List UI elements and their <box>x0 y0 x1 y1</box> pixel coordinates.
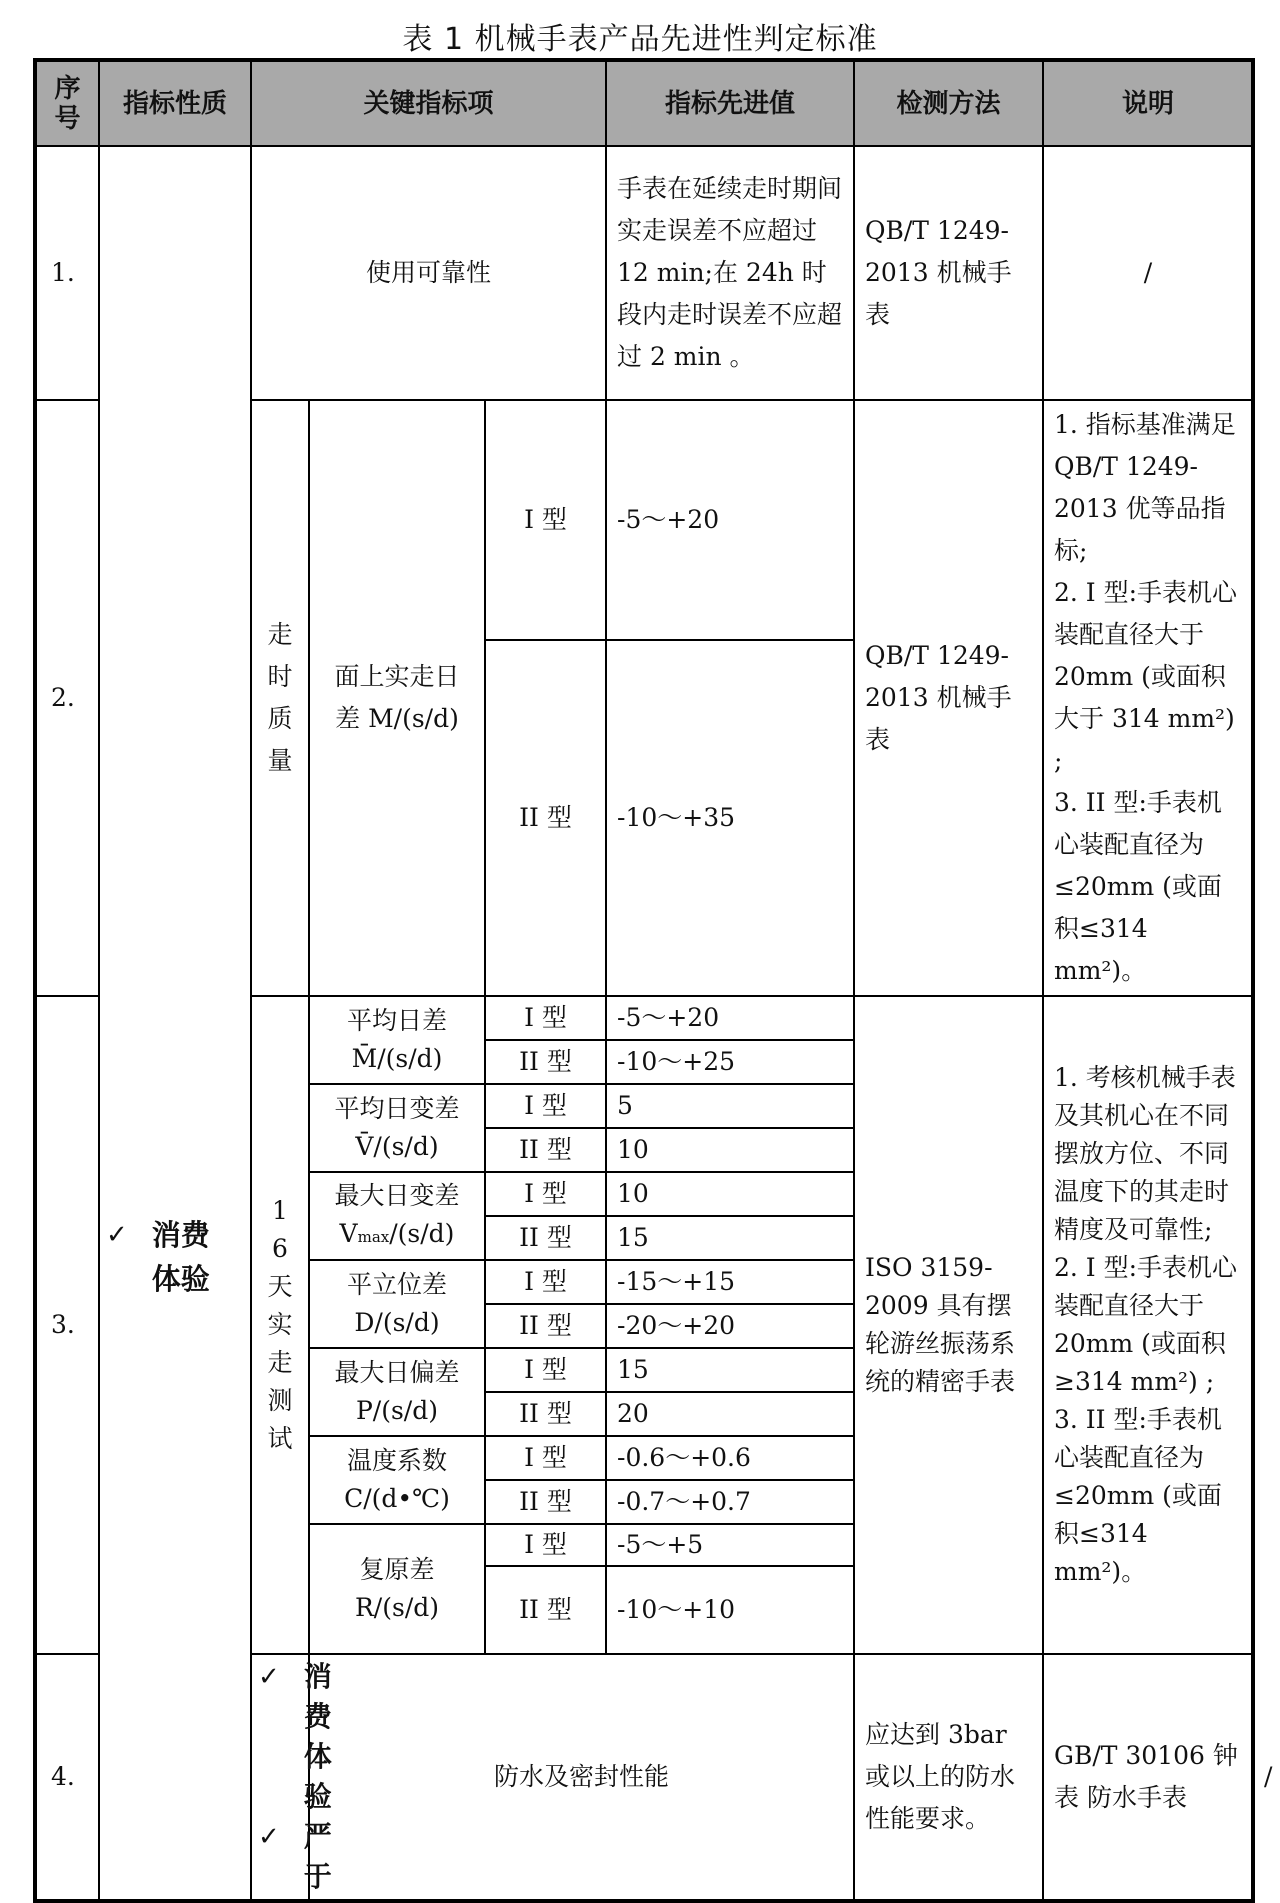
item-symbol <box>320 1215 474 1256</box>
row3-item-name <box>309 1260 485 1348</box>
row3-type: II 型 <box>485 1480 606 1524</box>
item-symbol: D/(s/d) <box>354 1308 440 1337</box>
row4-key: 防水及密封性能 <box>309 1654 854 1901</box>
row1-note: / <box>1043 146 1253 400</box>
category-line1: 消费 <box>151 1218 210 1252</box>
item-name: 温度系数 <box>346 1446 447 1475</box>
item-name: 平均日差 <box>346 1006 447 1035</box>
row3-type: I 型 <box>485 1084 606 1128</box>
row2-note-1: 1. 指标基准满足 QB/T 1249-2013 优等品指标; <box>1054 410 1236 565</box>
item-name: 最大日偏差 <box>334 1358 460 1387</box>
check-icon: ✓ <box>258 1662 280 1692</box>
row3-method: ISO 3159-2009 具有摆轮游丝振荡系统的精密手表 <box>854 996 1043 1654</box>
row3-item-name <box>309 1084 485 1172</box>
row3-value: -10～+10 <box>606 1566 854 1654</box>
row4-cat-line <box>258 1657 332 1737</box>
row3-group-text: 16天实走测试 <box>267 1196 293 1453</box>
header-value: 指标先进值 <box>606 60 854 146</box>
row3-note <box>1043 996 1253 1654</box>
symbol-sub: max <box>357 1227 390 1246</box>
row3-type: II 型 <box>485 1392 606 1436</box>
header-key: 关键指标项 <box>251 60 606 146</box>
cat-text: 严于 <box>303 1820 332 1893</box>
row3-type: I 型 <box>485 1260 606 1304</box>
row3-item-name <box>309 996 485 1084</box>
row3-type: II 型 <box>485 1304 606 1348</box>
row3-item-name <box>309 1172 485 1260</box>
row2-item: 面上实走日差 M/(s/d) <box>309 400 485 996</box>
row4-category <box>251 1654 332 1901</box>
category-cell <box>99 146 251 1901</box>
header-method: 检测方法 <box>854 60 1043 146</box>
row3-value: 15 <box>606 1216 854 1260</box>
check-icon: ✓ <box>106 1220 128 1250</box>
row3-type: I 型 <box>485 1436 606 1480</box>
header-note: 说明 <box>1043 60 1253 146</box>
row3-type: I 型 <box>485 1172 606 1216</box>
row2-value1: -5～+20 <box>606 400 854 640</box>
item-name: 平均日变差 <box>334 1094 460 1123</box>
row3-value: -15～+15 <box>606 1260 854 1304</box>
category-label <box>152 1213 210 1301</box>
symbol-main: V <box>339 1218 358 1248</box>
row3-value: -0.6～+0.6 <box>606 1436 854 1480</box>
row2-note-3: 3. II 型:手表机心装配直径为≤20mm (或面积≤314 mm²)。 <box>1054 788 1222 985</box>
row3-value: -5～+5 <box>606 1524 854 1566</box>
row3-item-name <box>309 1436 485 1524</box>
row2-type1: I 型 <box>485 400 606 640</box>
row3-value: 15 <box>606 1348 854 1392</box>
row3-type: II 型 <box>485 1128 606 1172</box>
row4-value: 应达到 3bar 或以上的防水性能要求。 <box>854 1654 1043 1901</box>
row3-value: 5 <box>606 1084 854 1128</box>
row1-method: QB/T 1249-2013 机械手表 <box>854 146 1043 400</box>
item-symbol: V̄/(s/d) <box>355 1132 439 1161</box>
category-consumer <box>106 1213 244 1301</box>
row3-type: II 型 <box>485 1566 606 1654</box>
header-row <box>35 60 1253 146</box>
row3-note-3: 3. II 型:手表机心装配直径为≤20mm (或面积≤314 mm²)。 <box>1054 1405 1222 1586</box>
cat-text: 体验 <box>303 1740 332 1813</box>
row2-seq: 2. <box>35 400 99 996</box>
table-row <box>35 146 1253 400</box>
table-caption: 表 1 机械手表产品先进性判定标准 <box>402 22 878 57</box>
row3-type: I 型 <box>485 1348 606 1392</box>
standards-table <box>33 58 1273 1903</box>
item-symbol: M̄/(s/d) <box>351 1044 443 1073</box>
row2-method: QB/T 1249-2013 机械手表 <box>854 400 1043 996</box>
row2-group <box>251 400 309 996</box>
symbol-unit: /(s/d) <box>389 1218 455 1248</box>
row3-type: I 型 <box>485 1524 606 1566</box>
item-symbol: R/(s/d) <box>354 1593 439 1622</box>
row1-value: 手表在延续走时期间实走误差不应超过 12 min;在 24h 时段内走时误差不应超过 2 min 。 <box>606 146 854 400</box>
table-row: 4. ✓ 消费 体验 ✓ 严于 防水及密封性能 应达到 3bar 或以上的防水性能要求。 GB/T 30106 钟表 防水手表 / <box>35 1654 1253 1901</box>
row2-note <box>1043 400 1253 996</box>
row3-value: -0.7～+0.7 <box>606 1480 854 1524</box>
row3-note-2: 2. I 型:手表机心装配直径大于 20mm (或面积≥314 mm²) ; <box>1054 1253 1238 1396</box>
row2-group-text: 走时质量 <box>267 620 293 775</box>
row2-value2: -10～+35 <box>606 640 854 996</box>
row3-value: -20～+20 <box>606 1304 854 1348</box>
row4-seq: 4. <box>35 1654 99 1901</box>
row3-value: -10～+25 <box>606 1040 854 1084</box>
header-seq: 序号 <box>35 60 99 146</box>
row2-note-2: 2. I 型:手表机心装配直径大于 20mm (或面积大于 314 mm²) ; <box>1054 578 1238 775</box>
item-symbol: P/(s/d) <box>355 1396 438 1425</box>
row3-group <box>251 996 309 1654</box>
row3-item-name <box>309 1524 485 1654</box>
row1-key: 使用可靠性 <box>251 146 606 400</box>
row3-value: 10 <box>606 1128 854 1172</box>
row1-seq: 1. <box>35 146 99 400</box>
item-name: 最大日变差 <box>334 1180 460 1210</box>
row3-note-1: 1. 考核机械手表及其机心在不同摆放方位、不同温度下的其走时精度及可靠性; <box>1054 1063 1236 1244</box>
row4-cat-line <box>258 1737 332 1817</box>
item-name: 平立位差 <box>346 1270 447 1299</box>
row3-seq: 3. <box>35 996 99 1654</box>
row3-item-name <box>309 1348 485 1436</box>
header-nature: 指标性质 <box>99 60 251 146</box>
row3-type: I 型 <box>485 996 606 1040</box>
cat-text: 消费 <box>303 1660 332 1733</box>
category-line2: 体验 <box>151 1262 210 1296</box>
item-symbol: C/(d•℃) <box>344 1484 450 1513</box>
row3-value: 20 <box>606 1392 854 1436</box>
item-name: 复原差 <box>359 1555 435 1584</box>
row3-type: II 型 <box>485 1040 606 1084</box>
row4-method: GB/T 30106 钟表 防水手表 <box>1043 1654 1253 1901</box>
check-icon: ✓ <box>258 1822 280 1852</box>
row4-cat-line <box>258 1817 332 1897</box>
row3-value: 10 <box>606 1172 854 1216</box>
row3-value: -5～+20 <box>606 996 854 1040</box>
row2-type2: II 型 <box>485 640 606 996</box>
row3-type: II 型 <box>485 1216 606 1260</box>
